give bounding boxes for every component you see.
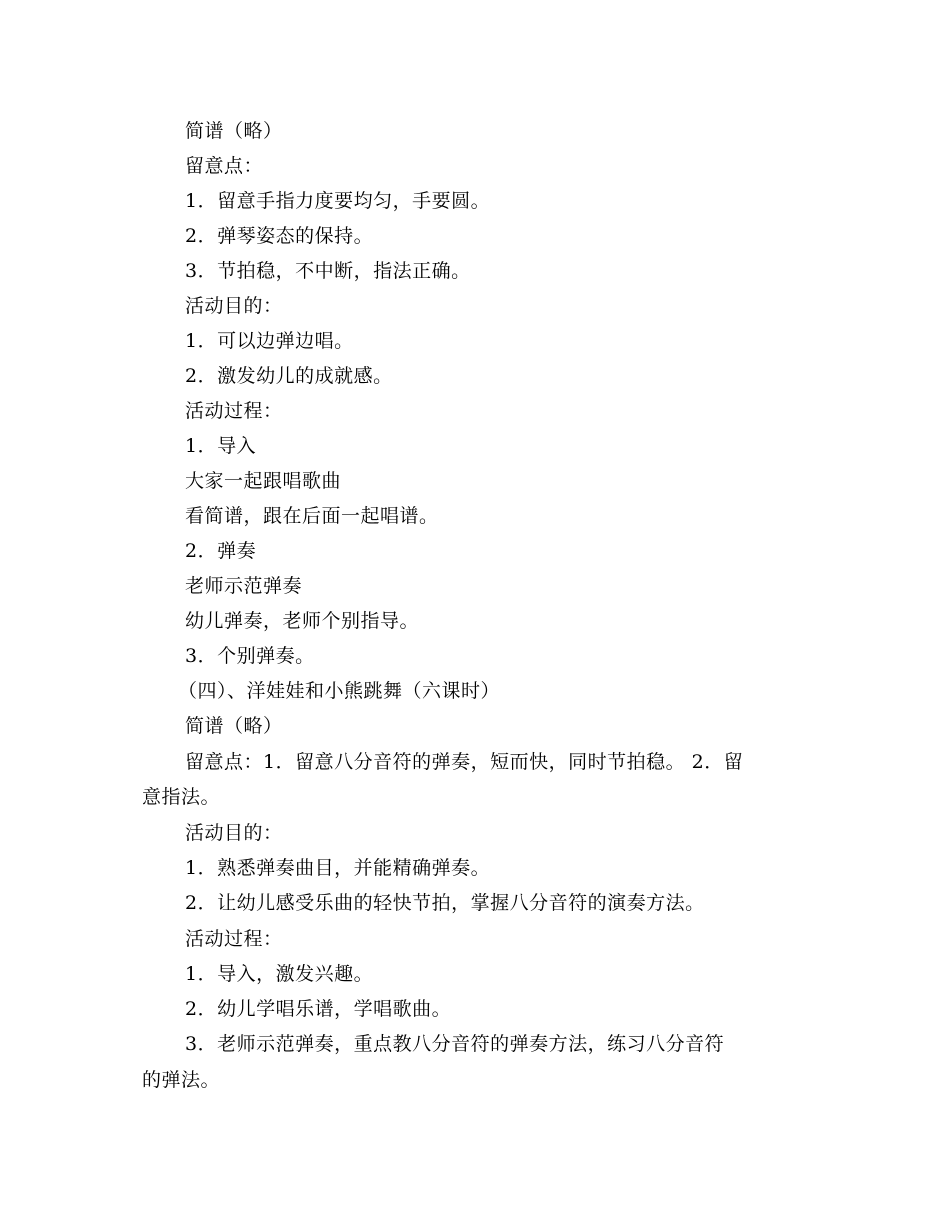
list-item: 1．导入 <box>185 435 257 457</box>
list-item: 2．弹琴姿态的保持。 <box>185 225 374 247</box>
section-heading: （四）、洋娃娃和小熊跳舞（六课时） <box>178 680 501 702</box>
heading-notes: 留意点： <box>185 155 264 177</box>
heading-process: 活动过程： <box>185 400 283 422</box>
paragraph: 老师示范弹奏 <box>185 575 303 597</box>
list-item: 3．节拍稳，不中断，指法正确。 <box>185 260 471 282</box>
paragraph: 幼儿弹奏，老师个别指导。 <box>185 610 420 632</box>
list-item: 2．让幼儿感受乐曲的轻快节拍，掌握八分音符的演奏方法。 <box>185 892 705 914</box>
list-item: 3．个别弹奏。 <box>185 645 315 667</box>
heading-goals: 活动目的： <box>185 822 283 844</box>
paragraph-continuation: 意指法。 <box>142 786 221 808</box>
paragraph: 留意点：1．留意八分音符的弹奏，短而快，同时节拍稳。 2．留 <box>185 751 744 773</box>
list-item: 3．老师示范弹奏，重点教八分音符的弹奏方法，练习八分音符 <box>185 1033 725 1055</box>
heading-process: 活动过程： <box>185 928 283 950</box>
paragraph: 看简谱，跟在后面一起唱谱。 <box>185 505 439 527</box>
heading-score-omitted: 简谱（略） <box>185 715 283 737</box>
list-item: 1．可以边弹边唱。 <box>185 330 354 352</box>
heading-goals: 活动目的： <box>185 295 283 317</box>
list-item: 2．激发幼儿的成就感。 <box>185 365 393 387</box>
paragraph-continuation: 的弹法。 <box>142 1069 221 1091</box>
list-item: 1．导入，激发兴趣。 <box>185 963 374 985</box>
list-item: 2．弹奏 <box>185 540 257 562</box>
paragraph: 大家一起跟唱歌曲 <box>185 470 342 492</box>
heading-score-omitted: 简谱（略） <box>185 120 283 142</box>
list-item: 1．熟悉弹奏曲目，并能精确弹奏。 <box>185 857 491 879</box>
list-item: 2．幼儿学唱乐谱，学唱歌曲。 <box>185 998 452 1020</box>
list-item: 1．留意手指力度要均匀，手要圆。 <box>185 190 491 212</box>
